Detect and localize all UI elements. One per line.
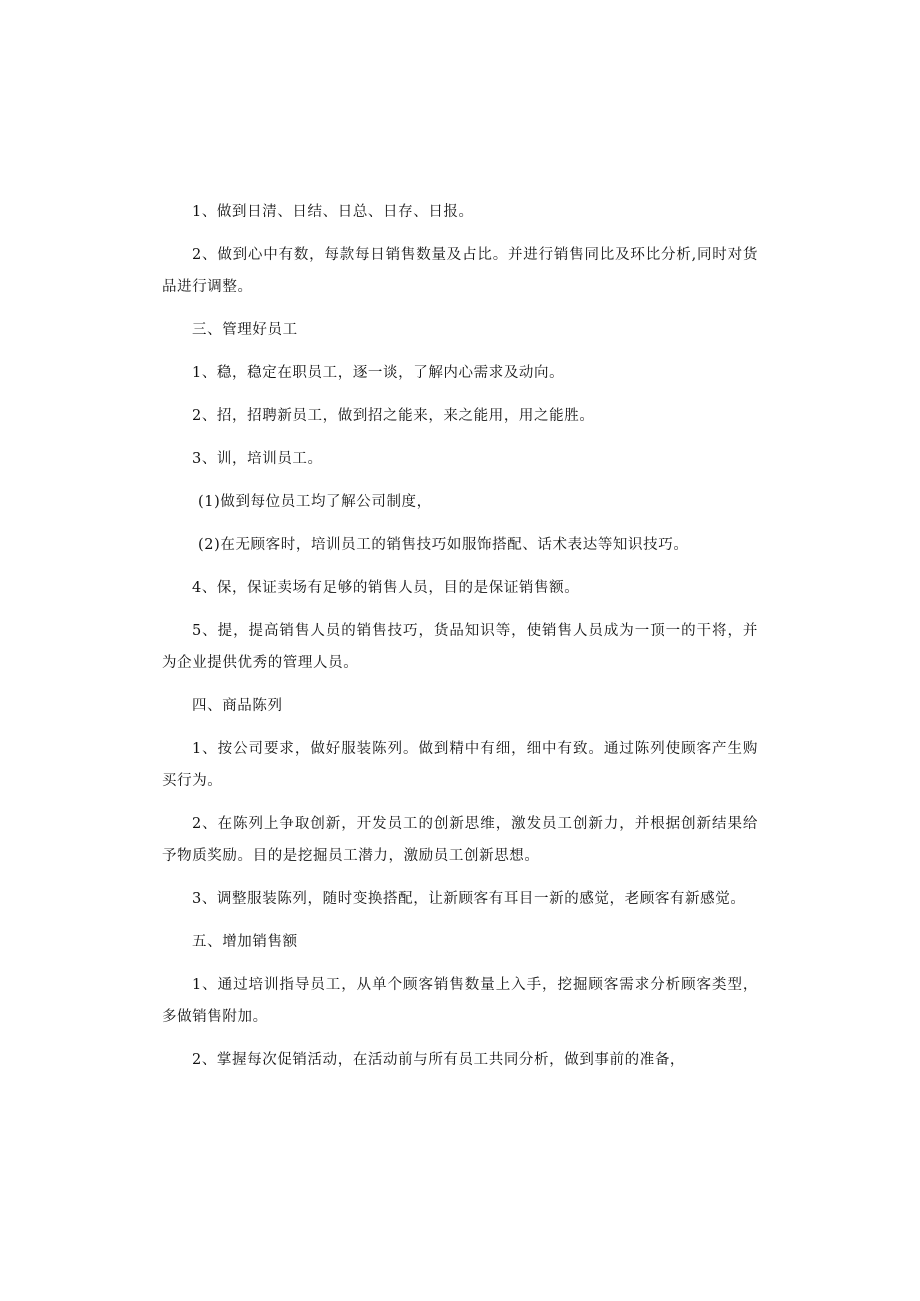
paragraph: 1、做到日清、日结、日总、日存、日报。 <box>192 204 474 220</box>
paragraph: 3、训，培训员工。 <box>192 451 323 467</box>
paragraph: 2、在陈列上争取创新，开发员工的创新思维，激发员工创新力，并根据创新结果给予物质奖励。目的是挖掘员工潜力，激励员工创新思想。 <box>162 816 758 864</box>
paragraph: 3、调整服装陈列，随时变换搭配，让新顾客有耳目一新的感觉，老顾客有新感觉。 <box>192 891 746 907</box>
paragraph: 1、按公司要求，做好服装陈列。做到精中有细，细中有致。通过陈列使顾客产生购买行为。 <box>162 741 758 789</box>
paragraph: 2、掌握每次促销活动，在活动前与所有员工共同分析，做到事前的准备， <box>192 1052 686 1068</box>
section-heading: 四、商品陈列 <box>192 698 283 714</box>
section-heading: 五、增加销售额 <box>192 934 298 950</box>
paragraph: 4、保，保证卖场有足够的销售人员，目的是保证销售额。 <box>192 580 580 596</box>
paragraph: 2、做到心中有数，每款每日销售数量及占比。并进行销售同比及环比分析,同时对货品进行调整。 <box>162 247 758 295</box>
paragraph: 5、提，提高销售人员的销售技巧，货品知识等，使销售人员成为一顶一的干将，并为企业提供优秀的管理人员。 <box>162 623 758 671</box>
document-body <box>162 196 758 1087</box>
sub-paragraph: (2)在无顾客时，培训员工的销售技巧如服饰搭配、话术表达等知识技巧。 <box>198 537 689 553</box>
section-heading: 三、管理好员工 <box>192 322 298 338</box>
paragraph: 1、稳，稳定在职员工，逐一谈，了解内心需求及动向。 <box>192 365 565 381</box>
sub-paragraph: (1)做到每位员工均了解公司制度， <box>198 494 432 510</box>
paragraph: 2、招，招聘新员工，做到招之能来，来之能用，用之能胜。 <box>192 408 595 424</box>
paragraph: 1、通过培训指导员工，从单个顾客销售数量上入手，挖掘顾客需求分析顾客类型，多做销售附加。 <box>162 977 758 1025</box>
